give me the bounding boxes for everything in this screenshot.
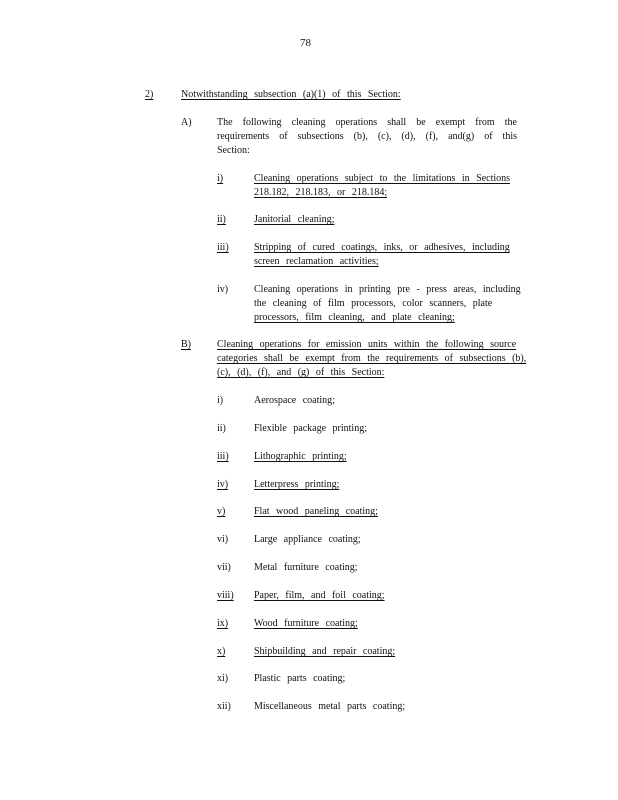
b-item-num: vii) [217, 562, 231, 573]
b-item-text: Aerospace coating; [254, 395, 335, 406]
b-item-text: Large appliance coating; [254, 534, 361, 545]
a-item-text-underlined: processors, film cleaning, and plate cleaning; [254, 312, 455, 323]
b-item-text: Letterpress printing; [254, 479, 340, 490]
b-item-num: x) [217, 646, 226, 657]
page-number: 78 [300, 37, 311, 49]
b-item-num: iii) [217, 451, 229, 462]
b-item-text: Wood furniture coating; [254, 618, 358, 629]
b-item-text: Miscellaneous metal parts coating; [254, 701, 406, 712]
b-item-num: xii) [217, 701, 231, 712]
b-item-num: viii) [217, 590, 234, 601]
b-item-text: Lithographic printing; [254, 451, 347, 462]
section-marker: 2) [145, 89, 154, 100]
a-item-text: Janitorial cleaning; [254, 214, 335, 225]
a-item-num: iv) [217, 284, 229, 295]
a-item-text: Cleaning operations subject to the limitations in Sections 218.182, 218.183, or 218.184; [254, 173, 511, 198]
a-item-text: Cleaning operations in printing pre - press areas, including the cleaning of film processors, color scanners, plate [254, 284, 521, 309]
a-item-num: i) [217, 173, 224, 184]
subsection-a-marker: A) [181, 117, 192, 128]
b-item-num: ii) [217, 423, 226, 434]
b-item-num: xi) [217, 673, 229, 684]
a-item-num: iii) [217, 242, 229, 253]
section-intro: Notwithstanding subsection (a)(1) of this Section: [181, 89, 401, 100]
b-item-num: ix) [217, 618, 229, 629]
b-item-num: i) [217, 395, 224, 406]
b-item-num: iv) [217, 479, 229, 490]
a-item-num: ii) [217, 214, 226, 225]
b-item-text: Plastic parts coating; [254, 673, 346, 684]
b-item-text: Shipbuilding and repair coating; [254, 646, 396, 657]
b-item-num: v) [217, 506, 226, 517]
subsection-b-text: Cleaning operations for emission units within the following source categories shall be exempt from the requirements of subsections (b), (c), (d), (f), and (g) of this Section: [217, 339, 527, 378]
a-item-text: Stripping of cured coatings, inks, or adhesives, including screen reclamation activities; [254, 242, 510, 267]
b-item-text: Metal furniture coating; [254, 562, 358, 573]
b-item-text: Flat wood paneling coating; [254, 506, 378, 517]
subsection-a-text: The following cleaning operations shall be exempt from the requirements of subsections (b), (c), (d), (f), and(g) of this Section: [217, 117, 517, 156]
subsection-b-marker: B) [181, 339, 191, 350]
b-item-num: vi) [217, 534, 229, 545]
b-item-text: Paper, film, and foil coating; [254, 590, 385, 601]
b-item-text: Flexible package printing; [254, 423, 367, 434]
